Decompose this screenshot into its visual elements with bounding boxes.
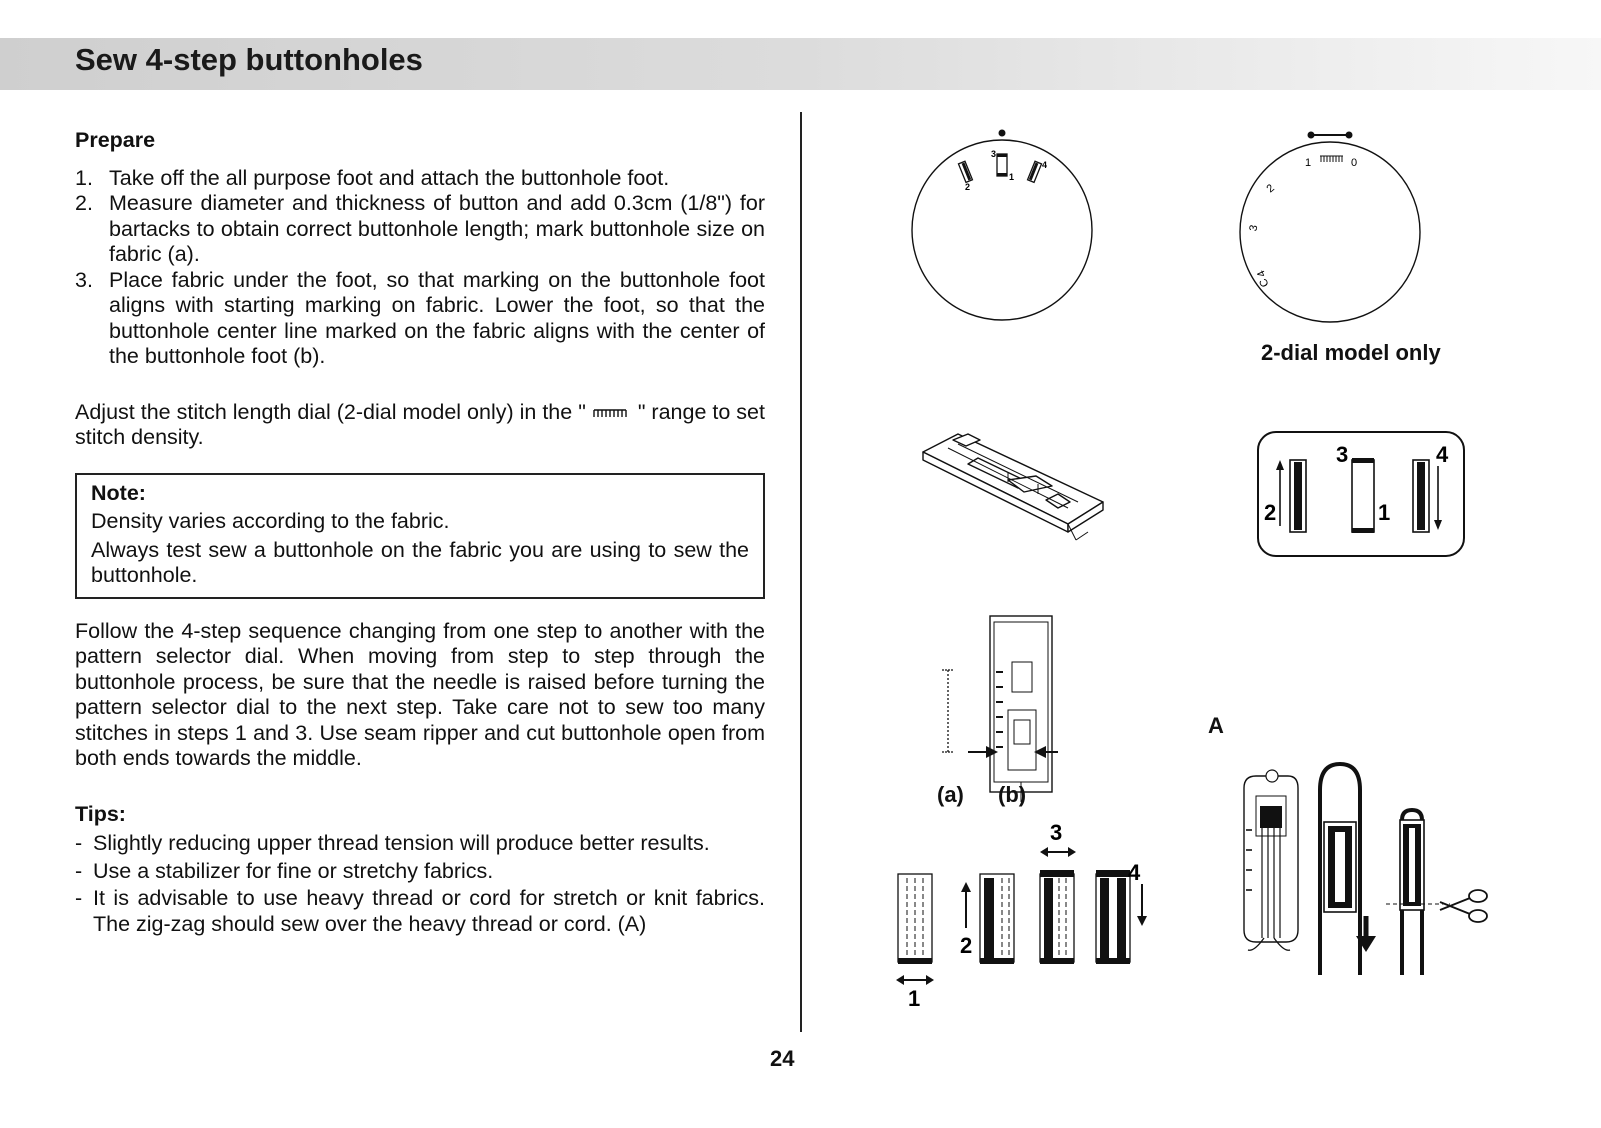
note-line: Density varies according to the fabric. [91, 509, 450, 533]
dial-mark: 2 [965, 182, 971, 192]
tips-list [75, 831, 765, 937]
list-item: - It is advisable to use heavy thread or cord for stretch or knit fabrics. The zig-zag should sew over the heavy thread or cord. (A) [75, 886, 765, 936]
tip-text: Use a stabilizer for fine or stretchy fabrics. [93, 858, 494, 883]
step-number: 1. [75, 165, 93, 190]
step-text: Take off the all purpose foot and attach the buttonhole foot. [109, 165, 670, 190]
foot-label-a: (a) [937, 782, 964, 807]
prepare-steps [75, 166, 765, 370]
prepare-heading: Prepare [75, 128, 156, 152]
step-text: Place fabric under the foot, so that marking on the buttonhole foot aligns with starting marking on fabric. Lower the foot, so that the buttonhole center line marked on the fabric aligns with the center of the buttonhole foot (b). [109, 267, 765, 368]
sequence-number: 2 [960, 933, 973, 958]
density-symbol-icon [592, 407, 632, 419]
step-text: Measure diameter and thickness of button and add 0.3cm (1/8") for bartacks to obtain correct buttonhole length; mark buttonhole size on fabric (a). [109, 191, 765, 266]
page-number: 24 [770, 1046, 795, 1071]
dial-mark: 4 [1042, 160, 1048, 170]
panel-number: 3 [1336, 442, 1349, 467]
page-title: Sew 4-step buttonholes [75, 42, 423, 77]
panel-number: 4 [1436, 442, 1449, 467]
step-number: 2. [75, 191, 93, 215]
note-line: Always test sew a buttonhole on the fabric you are using to sew the buttonhole. [91, 537, 749, 587]
panel-number: 2 [1264, 500, 1277, 525]
list-item: - Slightly reducing upper thread tension will produce better results. [75, 831, 710, 855]
foot-marking-illustration [940, 612, 1060, 802]
list-item [75, 166, 765, 192]
adjust-text-after: " range to set stitch density. [75, 399, 765, 449]
foot-label-b: (b) [998, 782, 1027, 807]
dial-mark: 0 [1351, 157, 1358, 169]
sequence-number: 1 [908, 986, 921, 1011]
pattern-dial-illustration [905, 120, 1105, 330]
dial-mark: 1 [1009, 172, 1015, 182]
step-number: 3. [75, 267, 93, 292]
note-box [75, 473, 765, 599]
list-item: - Use a stabilizer for fine or stretchy fabrics. [75, 858, 494, 883]
adjust-text-before: Adjust the stitch length dial (2-dial model only) in the " [75, 399, 586, 424]
stitch-length-dial-illustration [1247, 120, 1455, 330]
tips-heading: Tips: [75, 801, 126, 826]
list-item [75, 191, 765, 268]
dial-mark: 3 [1247, 224, 1261, 233]
tip-text: It is advisable to use heavy thread or cord for stretch or knit fabrics. The zig-zag should sew over the heavy thread or cord. (A) [93, 886, 765, 936]
cord-illustration [1240, 770, 1540, 990]
sequence-number: 4 [1128, 860, 1141, 885]
buttonhole-foot-illustration [918, 432, 1118, 552]
dial-mark: 3 [991, 149, 997, 159]
panel-number: 1 [1378, 500, 1391, 525]
buttonhole-step-panel [1256, 430, 1466, 560]
column-divider [800, 112, 802, 1032]
dial-mark: 1 [1305, 157, 1312, 169]
sequence-illustration [880, 820, 1150, 1011]
instructions-column [75, 128, 765, 939]
dial-mark: 2 [1264, 182, 1277, 196]
dial-mark: 4 [1255, 268, 1269, 279]
sequence-number: 3 [1050, 820, 1063, 845]
note-heading: Note: [91, 480, 146, 505]
list-item [75, 268, 765, 370]
tip-text: Slightly reducing upper thread tension will produce better results. [93, 831, 710, 855]
sequence-paragraph: Follow the 4-step sequence changing from one step to another with the pattern selector dial. When moving from step to step through the buttonhole process, be sure that the needle is raised before turning the pattern selector dial to the next step. Take care not to sew too many stitches in steps 1 and 3. Use seam ripper and cut buttonhole open from both ends towards the middle. [75, 618, 765, 770]
adjust-paragraph [75, 400, 765, 451]
dial-mark: C [1257, 276, 1272, 289]
two-dial-caption: 2-dial model only [1261, 340, 1441, 365]
cord-figure-label: A [1208, 713, 1224, 738]
